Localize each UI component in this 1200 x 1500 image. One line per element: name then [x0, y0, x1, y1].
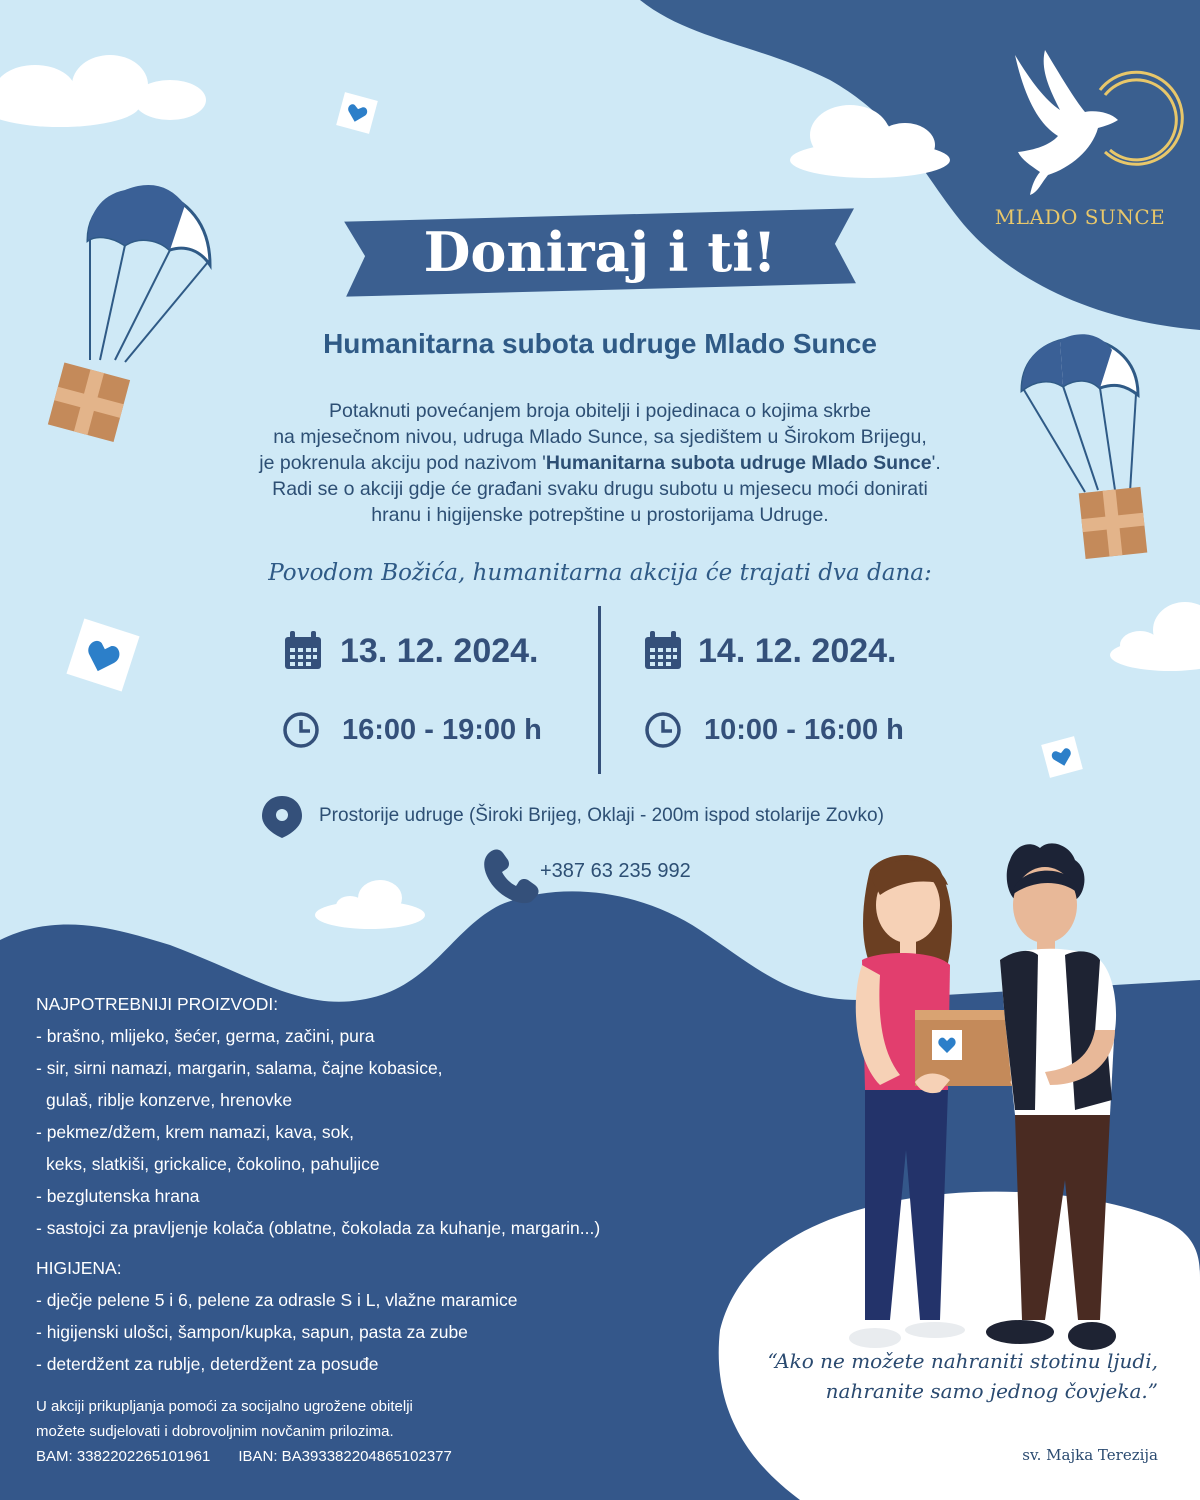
page-title: Doniraj i ti! [423, 220, 777, 284]
bam-account: BAM: 3382202265101961 [36, 1448, 211, 1465]
list-item: - deterdžent za rublje, deterdžent za posuđe [36, 1354, 379, 1374]
time-day-2: 10:00 - 16:00 h [704, 714, 904, 746]
phone-icon [484, 849, 538, 903]
clock-icon-1 [285, 714, 317, 746]
intro-line: Potaknuti povećanjem broja obitelji i pojedinaca o kojima skrbe [329, 400, 871, 422]
location-pin-icon [262, 796, 302, 838]
location-text: Prostorije udruge (Široki Brijeg, Oklaji - 200m ispod stolarije Zovko) [319, 805, 884, 826]
list-item: - higijenski ulošci, šampon/kupka, sapun, pasta za zube [36, 1322, 468, 1342]
intro-line: hranu i higijenske potrepštine u prostorijama Udruge. [371, 504, 829, 526]
parachute-right [1022, 334, 1147, 559]
donation-line: U akciji prikupljanja pomoći za socijalno ugrožene obitelji [36, 1398, 413, 1415]
parcel-left [48, 363, 130, 442]
donation-info [36, 1394, 452, 1469]
cloud-middle-left [315, 880, 425, 929]
heart-card-right [1041, 736, 1083, 778]
hygiene-list [36, 1252, 518, 1380]
products-list [36, 988, 600, 1244]
intro-line: Radi se o akciji gdje će građani svaku drugu subotu u mjesecu moći donirati [272, 478, 928, 500]
time-day-1: 16:00 - 19:00 h [342, 714, 542, 746]
quote-author: sv. Majka Terezija [1022, 1446, 1158, 1464]
campaign-name: Humanitarna subota udruge Mlado Sunce [545, 452, 932, 474]
clock-icon-2 [647, 714, 679, 746]
phone-number[interactable]: +387 63 235 992 [540, 860, 691, 882]
cloud-top-left [0, 55, 206, 127]
list-item: gulaš, riblje konzerve, hrenovke [46, 1090, 293, 1110]
products-heading: NAJPOTREBNIJI PROIZVODI: [36, 994, 279, 1014]
quote [698, 1346, 1158, 1406]
date-divider [598, 606, 601, 774]
quote-line: “Ako ne možete nahraniti stotinu ljudi, [767, 1349, 1158, 1373]
list-item: - sastojci za pravljenje kolača (oblatne, čokolada za kuhanje, margarin...) [36, 1218, 601, 1238]
list-item: - dječje pelene 5 i 6, pelene za odrasle S i L, vlažne maramice [36, 1290, 518, 1310]
quote-line: nahranite samo jednog čovjeka.” [825, 1379, 1158, 1403]
cloud-right [1110, 602, 1200, 671]
parcel-right [1079, 487, 1148, 559]
intro-line: na mjesečnom nivou, udruga Mlado Sunce, sa sjedištem u Širokom Brijegu, [273, 426, 927, 448]
intro-text: je pokrenula akciju pod nazivom ' [259, 452, 546, 474]
list-item: keks, slatkiši, grickalice, čokolino, pahuljice [46, 1154, 380, 1174]
donation-line: možete sudjelovati i dobrovoljnim novčanim prilozima. [36, 1423, 394, 1440]
iban-account: IBAN: BA393382204865102377 [238, 1448, 452, 1465]
hygiene-heading: HIGIJENA: [36, 1258, 122, 1278]
calendar-icon-1 [285, 631, 321, 669]
heart-card-left [66, 618, 139, 691]
date-day-1: 13. 12. 2024. [340, 632, 539, 670]
list-item: - brašno, mlijeko, šećer, germa, začini, pura [36, 1026, 375, 1046]
calendar-icon-2 [645, 631, 681, 669]
occasion-text: Povodom Božića, humanitarna akcija će trajati dva dana: [268, 560, 932, 586]
brand-name: MLADO SUNCE [994, 205, 1166, 229]
intro-line [160, 450, 1040, 476]
list-item: - pekmez/džem, krem namazi, kava, sok, [36, 1122, 355, 1142]
bank-accounts [36, 1444, 452, 1469]
list-item: - bezglutenska hrana [36, 1186, 200, 1206]
intro-text: '. [931, 452, 941, 474]
list-item: - sir, sirni namazi, margarin, salama, čajne kobasice, [36, 1058, 443, 1078]
date-day-2: 14. 12. 2024. [698, 632, 897, 670]
intro-paragraph [160, 398, 1040, 528]
subtitle: Humanitarna subota udruge Mlado Sunce [323, 328, 877, 359]
heart-card-top [336, 92, 378, 134]
